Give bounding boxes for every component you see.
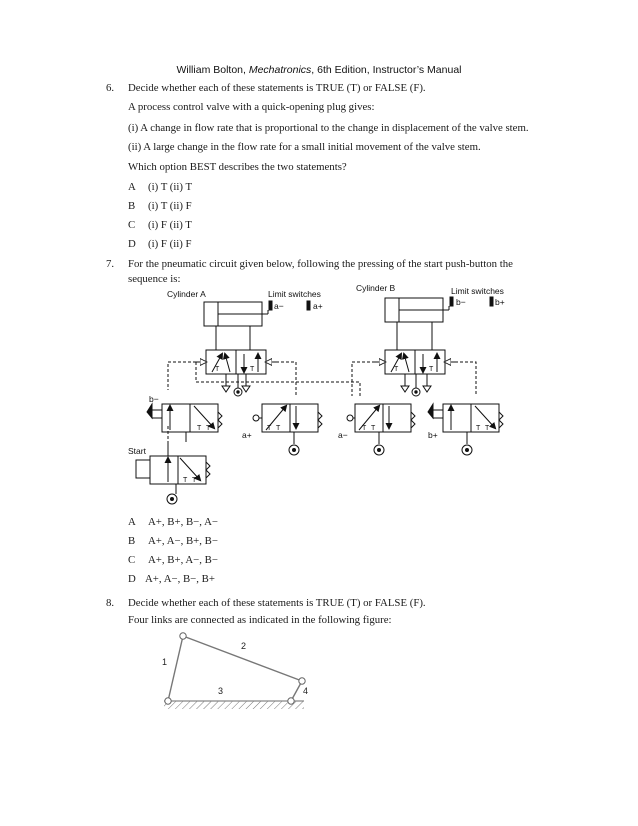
label-limit-switches-b: Limit switches [451,286,504,296]
header-author: William Bolton, [176,64,249,76]
svg-text:T: T [394,366,399,373]
header-edition: , 6th Edition, Instructor’s Manual [311,64,462,76]
label-valve-b-plus: b+ [428,430,438,440]
link-1 [168,636,183,701]
q6-option-letter: D [128,238,136,250]
q6-question: Which option BEST describes the two statements? [128,161,347,173]
joint [288,698,294,704]
header-book-title: Mechatronics [248,64,312,76]
joint [165,698,171,704]
svg-text:T: T [215,366,220,373]
q7-prompt-line1: For the pneumatic circuit given below, following the pressing of the start push-button the [128,258,513,270]
q6-prompt: Decide whether each of these statements is TRUE (T) or FALSE (F). [128,82,426,94]
svg-text:T: T [429,366,434,373]
svg-text:T: T [197,425,202,432]
joint [180,633,186,639]
svg-text:T: T [476,425,481,432]
q6-statement-1: (i) A change in flow rate that is proportional to the change in displacement of the valve stem. [128,122,529,134]
label-valve-b-minus: b− [149,394,159,404]
q6-number: 6. [106,82,115,94]
q7-option-text: A+, B+, B−, A− [148,516,218,528]
q7-option-text: A+, B+, A−, B− [148,554,218,566]
q6-option-text: (i) F (ii) F [148,238,192,250]
q7-option-letter: A [128,516,136,528]
label-cylinder-a: Cylinder A [167,289,206,299]
q6-option-text: (i) F (ii) T [148,219,192,231]
label-a-minus: a− [274,301,284,311]
svg-text:T: T [276,425,281,432]
label-link-3: 3 [218,686,224,696]
q6-option-text: (i) T (ii) T [148,181,193,193]
q6-option-letter: B [128,200,136,212]
q8-number: 8. [106,597,115,609]
label-link-1: 1 [162,657,168,667]
q7-prompt-line2: sequence is: [128,273,181,285]
q6-option-text: (i) T (ii) F [148,200,192,212]
q6-statement-2: (ii) A large change in the flow rate for a small initial movement of the valve stem. [128,141,481,153]
q7-option-letter: D [128,573,136,585]
ground-hatch [164,701,304,709]
label-valve-a-minus: a− [338,430,348,440]
label-cylinder-b: Cylinder B [356,283,396,293]
q6-intro: A process control valve with a quick-opening plug gives: [128,101,375,113]
q7-option-letter: B [128,535,136,547]
svg-text:T: T [267,425,272,432]
svg-text:T: T [192,477,197,484]
q6-option-letter: A [128,181,136,193]
q8-prompt: Decide whether each of these statements is TRUE (T) or FALSE (F). [128,597,426,609]
q7-option-letter: C [128,554,136,566]
svg-text:T: T [183,477,188,484]
label-a-plus: a+ [313,301,323,311]
label-valve-a-plus: a+ [242,430,252,440]
label-start: Start [128,446,146,456]
q7-option-text: A+, A−, B−, B+ [145,573,215,585]
svg-text:T: T [371,425,376,432]
label-link-2: 2 [241,641,247,651]
q6-option-letter: C [128,219,136,231]
q7-number: 7. [106,258,115,270]
svg-text:T: T [485,425,490,432]
svg-text:T: T [206,425,211,432]
label-link-4: 4 [303,686,309,696]
svg-text:T: T [362,425,367,432]
label-b-plus: b+ [495,297,505,307]
q7-option-text: A+, A−, B+, B− [148,535,218,547]
label-limit-switches-a: Limit switches [268,289,321,299]
label-b-minus: b− [456,297,466,307]
joint [299,678,305,684]
svg-text:T: T [250,366,255,373]
q8-intro: Four links are connected as indicated in the following figure: [128,614,392,626]
